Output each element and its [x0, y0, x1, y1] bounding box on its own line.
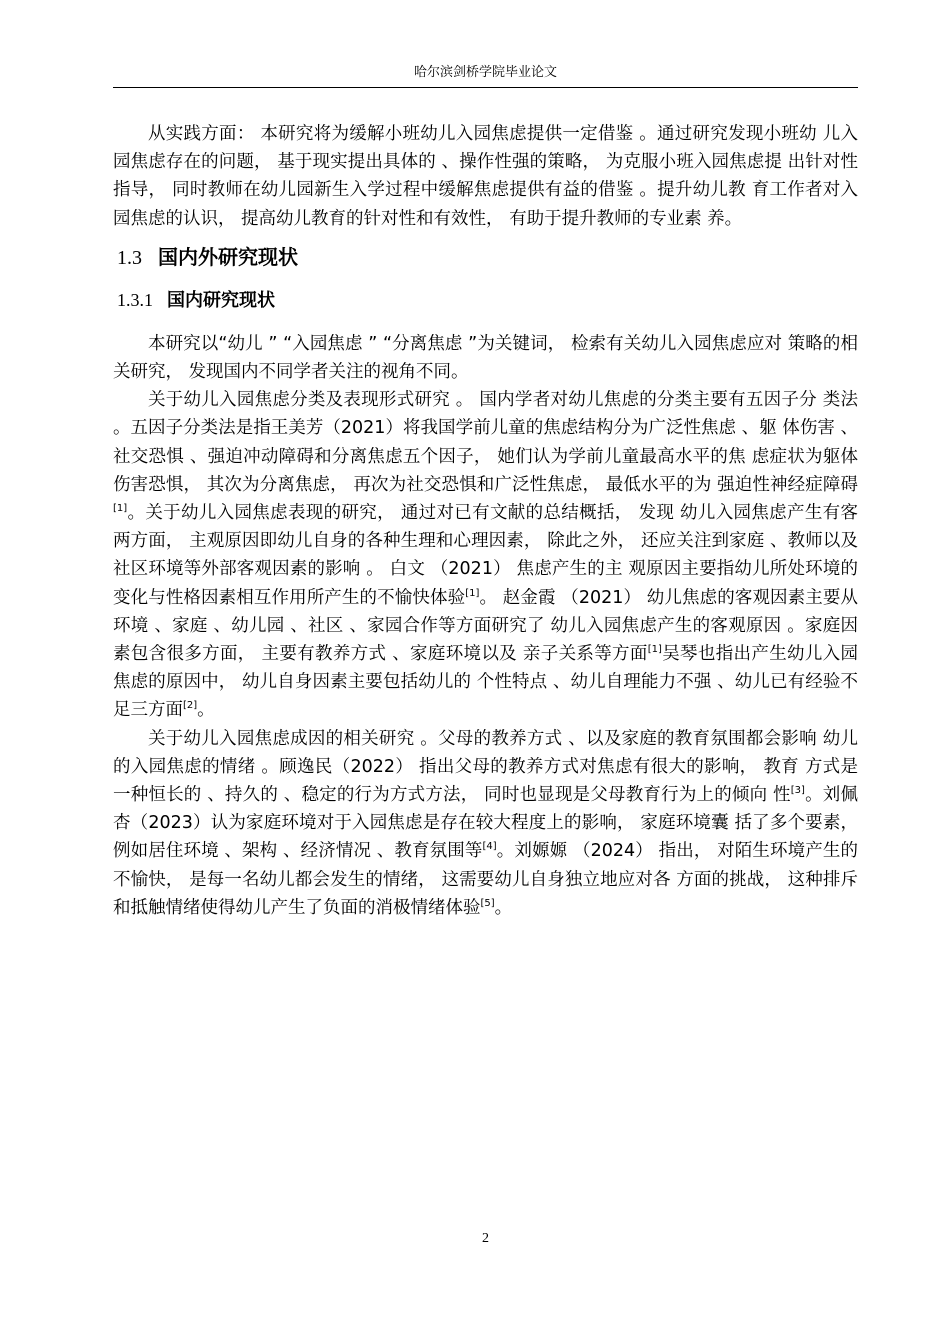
citation: [2] [183, 700, 198, 712]
text-run: 。 赵金霞 （2021） 幼儿焦虑的客观因素主要从环境 、家庭 、幼儿园 、社区 、家园合作等方面研究了 幼儿入园焦虑产生的客观原因 。家庭因素包含很多方面， 主要有教养方式 、家庭环境以及 亲子关系等方面 [113, 587, 858, 665]
text-run: 关于幼儿入园焦虑分类及表现形式研究 。 国内学者对幼儿焦虑的分类主要有五因子分 类法 。五因子分类法是指王美芳（2021）将我国学前儿童的焦虑结构分为广泛性焦虑 、躯 体伤害 、社交恐惧 、强迫冲动障碍和分离焦虑五个因子， 她们认为学前儿童最高水平的焦 虑症状为躯体伤害恐惧， 其次为分离焦虑， 再次为社交恐惧和广泛性焦虑， 最低水平的为 强迫性神经症障碍 [113, 390, 858, 495]
running-header: 哈尔滨剑桥学院毕业论文 [413, 65, 557, 80]
text-run: 。刘嫄嫄 （2024） 指出， 对陌生环境产生的不愉快， 是每一名幼儿都会发生的情绪， 这需要幼儿自身独立地应对各 方面的挑战， 这种排斥和抵触情绪使得幼儿产生了负面的消极情绪体验 [113, 841, 858, 918]
section-number: 1.3 [117, 246, 142, 269]
text-run: 。关于幼儿入园焦虑表现的研究， 通过对已有文献的总结概括， 发现 幼儿入园焦虑产生有客两方面， 主观原因即幼儿自身的各种生理和心理因素， 除此之外， 还应关注到家庭 、教师以及社区环境等外部客观因素的影响 。 白文 （2021） 焦虑产生的主 观原因主要指幼儿所处环境的变化与性格因素相互作用所产生的不愉快体验 [113, 503, 858, 608]
paragraph-causes [113, 725, 858, 922]
page-body [113, 120, 858, 922]
citation: [3] [790, 785, 805, 797]
page-number: 2 [482, 1231, 489, 1246]
citation: [1] [465, 587, 480, 599]
section-title: 国内外研究现状 [158, 244, 298, 269]
subsection-number: 1.3.1 [117, 289, 153, 310]
text-run: 。 [494, 897, 513, 918]
text-run: 关于幼儿入园焦虑成因的相关研究 。父母的教养方式 、以及家庭的教育氛围都会影响 幼儿的入园焦虑的情绪 。顾逸民（2022） 指出父母的教养方式对焦虑有很大的影响， 教育 方式是一种恒长的 、持久的 、稳定的行为方式方法， 同时也显现是父母教育行为上的倾向 性 [113, 728, 858, 806]
header-rule [113, 87, 858, 88]
paragraph-practice: 从实践方面： 本研究将为缓解小班幼儿入园焦虑提供一定借鉴 。通过研究发现小班幼 儿入园焦虑存在的问题， 基于现实提出具体的 、操作性强的策略， 为克服小班入园焦虑提 出针对性指导， 同时教师在幼儿园新生入学过程中缓解焦虑提供有益的借鉴 。提升幼儿教 育工作者对入园焦虑的认识， 提高幼儿教育的针对性和有效性， 有助于提升教师的专业素 养。 [113, 124, 858, 229]
citation: [1] [113, 503, 128, 515]
citation: [4] [482, 841, 497, 853]
text-run: 。刘佩杏（2023）认为家庭环境对于入园焦虑是存在较大程度上的影响， 家庭环境囊 括了多个要素， 例如居住环境 、架构 、经济情况 、教育氛围等 [113, 785, 859, 862]
citation: [5] [480, 898, 495, 910]
citation: [1] [647, 644, 662, 656]
section-heading-1-3 [113, 233, 858, 281]
text-run: 。 [197, 700, 215, 721]
text-run: 吴琴也指出产生幼儿入园焦虑的原因中， 幼儿自身因素主要包括幼儿的 个性特点 、幼儿自理能力不强 、幼儿已有经验不足三方面 [113, 644, 859, 721]
subsection-title: 国内研究现状 [167, 289, 275, 311]
paragraph-intro: 本研究以“幼儿 ” “入园焦虑 ” “分离焦虑 ”为关键词， 检索有关幼儿入园焦虑应对 策略的相关研究， 发现国内不同学者关注的视角不同。 [113, 333, 858, 383]
subsection-heading-1-3-1 [113, 281, 858, 330]
paragraph-classification [113, 386, 858, 724]
